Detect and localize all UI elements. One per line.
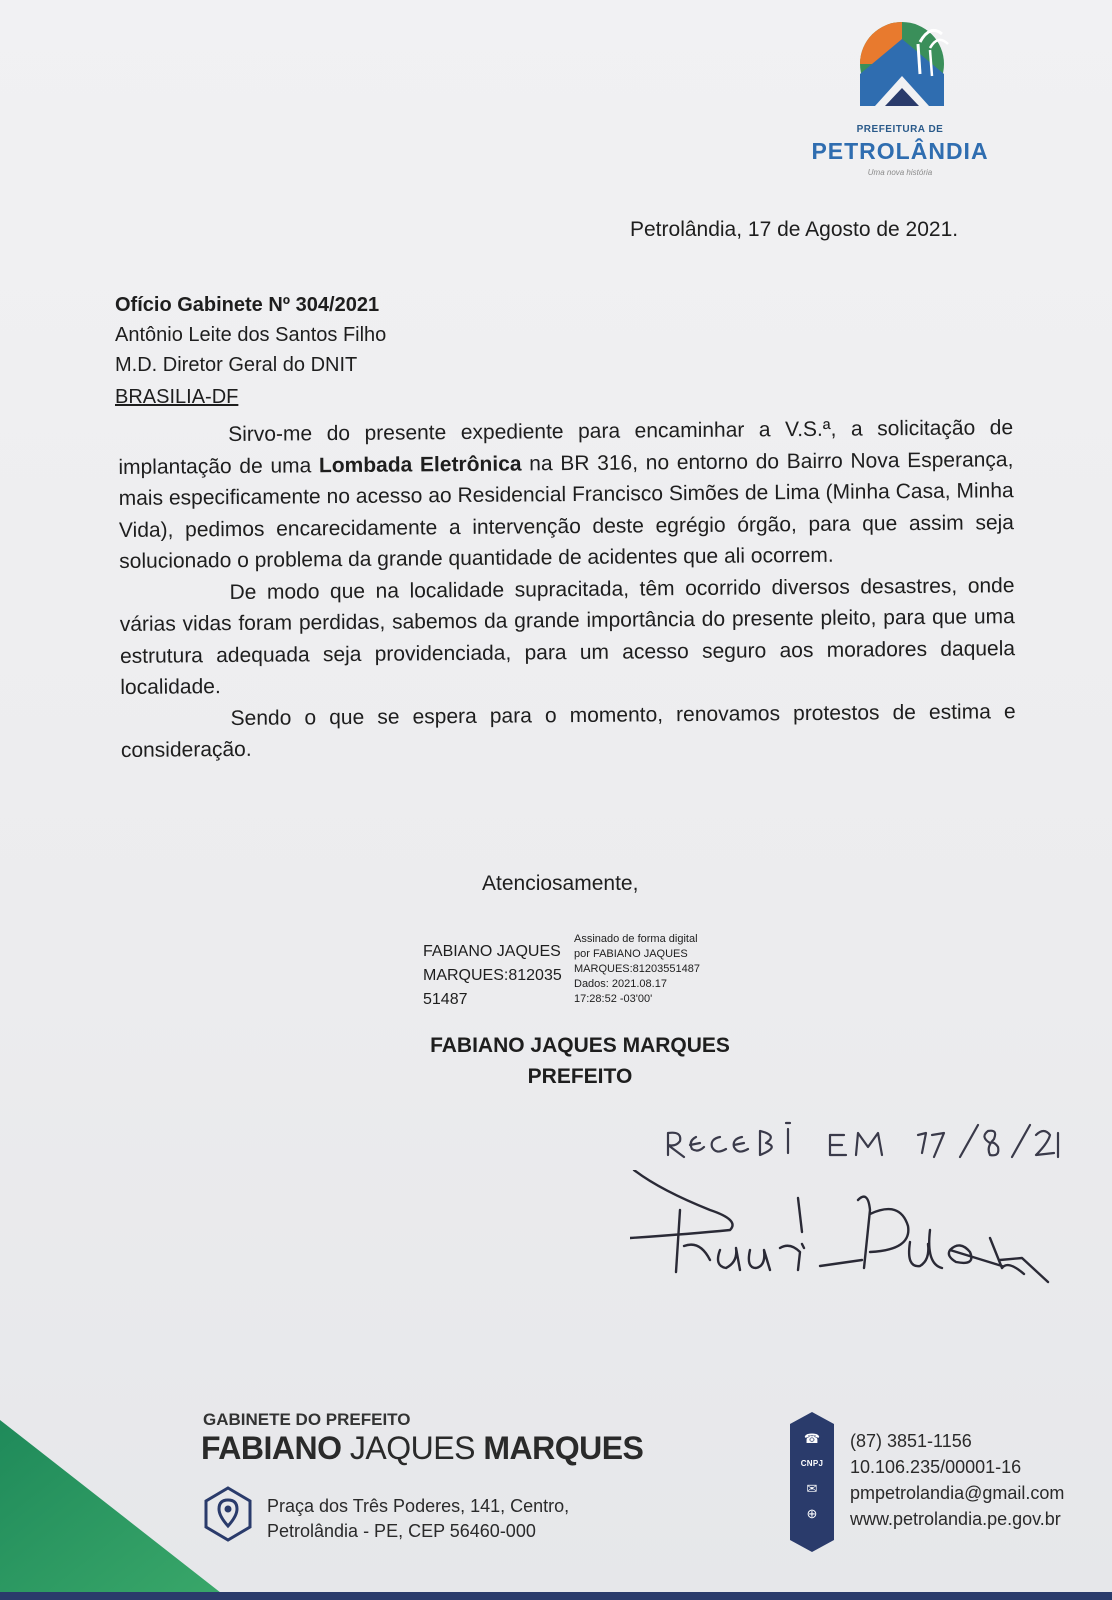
sig-meta-line: Dados: 2021.08.17	[574, 978, 667, 990]
footer-website: www.petrolandia.pe.gov.br	[850, 1509, 1061, 1529]
footer-cnpj: 10.106.235/00001-16	[850, 1457, 1022, 1477]
sig-meta-line: por FABIANO JAQUES	[574, 948, 688, 960]
phone-icon: ☎	[803, 1430, 821, 1446]
footer-name-first: FABIANO	[201, 1430, 342, 1466]
address-line: Praça dos Três Poderes, 141, Centro,	[267, 1496, 570, 1516]
oficio-number: Ofício Gabinete Nº 304/2021	[115, 294, 380, 316]
closing-salutation: Atenciosamente,	[482, 872, 639, 895]
footer-address	[267, 1494, 569, 1544]
handwritten-received-note	[660, 1113, 1060, 1173]
sig-meta-line: 17:28:52 -03'00'	[574, 993, 653, 1005]
signer-title: PREFEITO	[527, 1065, 633, 1088]
footer-contacts	[850, 1428, 1064, 1532]
contact-icons	[794, 1426, 830, 1526]
digital-signature-name	[423, 940, 562, 1012]
paragraph-3: Sendo o que se espera para o momento, renovamos protestos de estima e consideração.	[120, 699, 1016, 762]
paragraph-1-start: Sirvo-me do presente expediente para encaminhar a V.S.ª, a solicitação de implantação de uma	[118, 416, 1014, 479]
footer-green-triangle	[0, 1420, 230, 1600]
paragraph-2: De modo que na localidade supracitada, têm ocorrido diversos desastres, onde várias vidas foram perdidas, sabemos da grande importância do presente pleito, para que uma estrutura adequada seja providenciada, para um acesso seguro aos moradores daquela localidade.	[119, 573, 1016, 699]
footer-name-middle: JAQUES	[341, 1430, 484, 1466]
cnpj-icon: CNPJ	[800, 1459, 824, 1468]
handwritten-signature	[630, 1170, 1050, 1290]
paragraph-1-bold: Lombada Eletrônica	[318, 451, 522, 477]
sig-name-line: 51487	[423, 991, 468, 1008]
recipient-name: Antônio Leite dos Santos Filho	[115, 324, 387, 346]
logo-city-name: PETROLÂNDIA	[811, 138, 989, 164]
sig-meta-line: MARQUES:81203551487	[574, 963, 700, 975]
digital-signature-meta	[574, 932, 700, 1007]
address-line: Petrolândia - PE, CEP 56460-000	[267, 1521, 536, 1541]
footer-blue-bar	[0, 1592, 1112, 1600]
logo-prefeitura-label: PREFEITURA DE	[856, 124, 944, 135]
logo-tagline: Uma nova história	[867, 168, 933, 177]
footer-email: pmpetrolandia@gmail.com	[850, 1483, 1065, 1503]
location-pin-icon	[203, 1486, 253, 1542]
letter-date: Petrolândia, 17 de Agosto de 2021.	[630, 218, 959, 241]
letter-body	[118, 412, 1016, 766]
paragraph-1	[118, 412, 1014, 577]
recipient-location: BRASILIA-DF	[115, 386, 239, 408]
sig-name-line: MARQUES:812035	[423, 967, 562, 984]
footer-name-last: MARQUES	[483, 1430, 644, 1466]
email-icon: ✉	[806, 1480, 818, 1496]
signer-block	[300, 1030, 860, 1092]
footer-mayor-name	[201, 1430, 643, 1467]
signer-name: FABIANO JAQUES MARQUES	[430, 1034, 730, 1057]
globe-icon: ⊕	[806, 1505, 818, 1521]
sig-meta-line: Assinado de forma digital	[574, 933, 698, 945]
recipient-role: M.D. Diretor Geral do DNIT	[115, 354, 358, 376]
paragraph-1-end: na BR 316, no entorno do Bairro Nova Esperança, mais especificamente no acesso ao Residencial Francisco Simões de Lima (Minha Casa, Minha Vida), pedimos encarecidamente a intervenção deste egrégio órgão, para que assim seja solucionado o problema da grande quantidade de acidentes que ali ocorrem.	[118, 447, 1015, 573]
footer-phone: (87) 3851-1156	[850, 1431, 972, 1451]
footer-gabinete-label: GABINETE DO PREFEITO	[203, 1410, 411, 1429]
sig-name-line: FABIANO JAQUES	[423, 943, 561, 960]
